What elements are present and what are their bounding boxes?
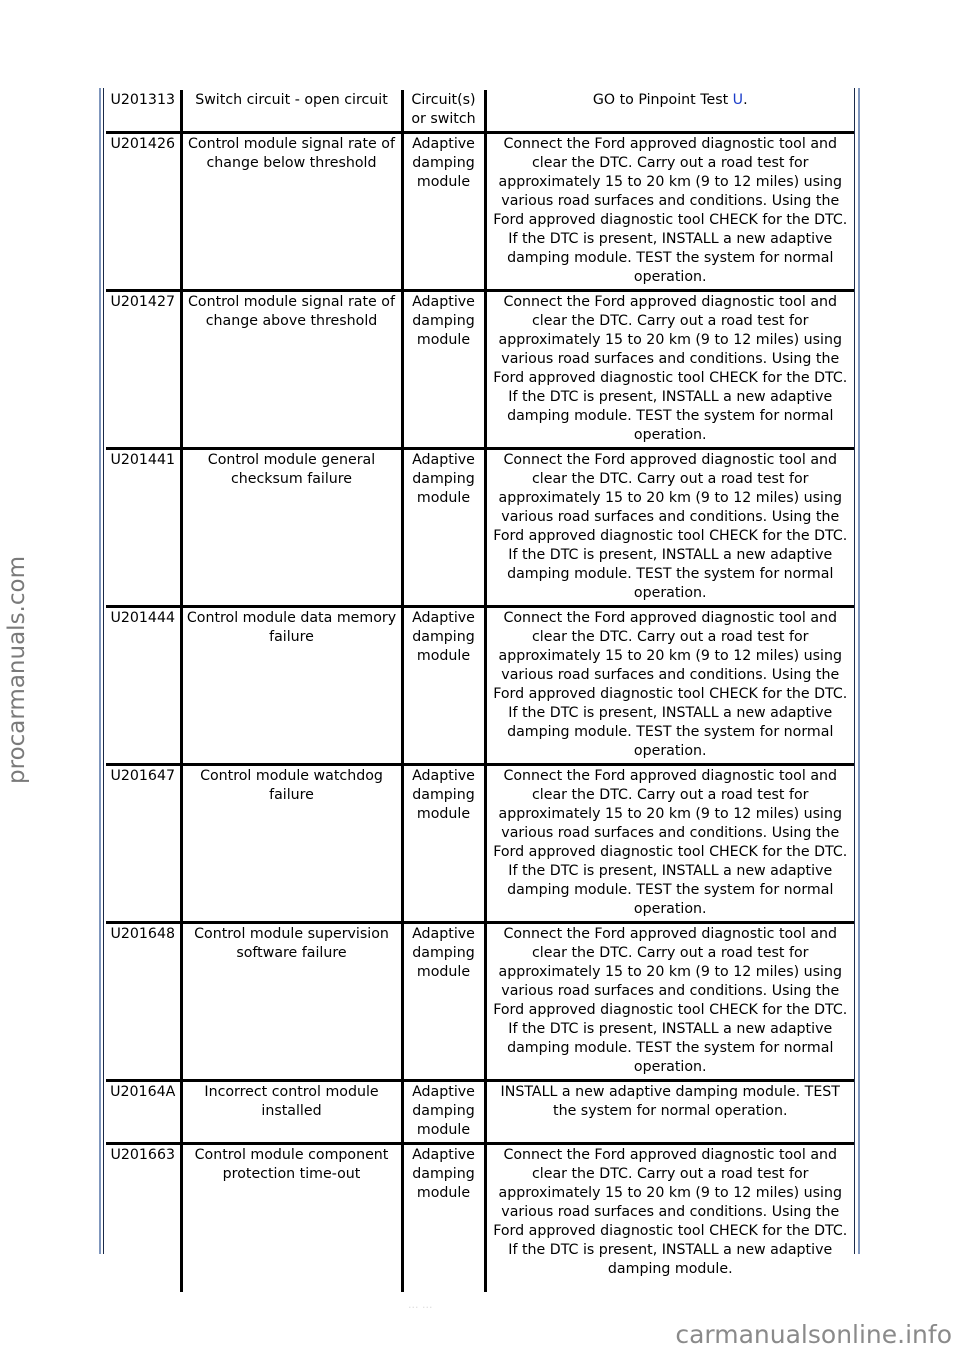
dtc-component: Circuit(s) or switch: [402, 90, 485, 133]
page-frame-left-inner: [103, 88, 104, 1254]
dtc-action-suffix: .: [743, 92, 748, 108]
dtc-component: Adaptive damping module: [402, 607, 485, 765]
dtc-description: Control module signal rate of change below threshold: [181, 133, 402, 291]
dtc-code: U201444: [106, 607, 181, 765]
dtc-description: Control module supervision software failure: [181, 923, 402, 1081]
dtc-action: Connect the Ford approved diagnostic tool and clear the DTC. Carry out a road test for approximately 15 to 20 km (9 to 12 miles) using various road surfaces and conditions. Using the Ford approved diagnostic tool CHECK for the DTC. If the DTC is present, INSTALL a new adaptive damping module. TEST the system for normal operation.: [485, 133, 854, 291]
dtc-action: Connect the Ford approved diagnostic tool and clear the DTC. Carry out a road test for approximately 15 to 20 km (9 to 12 miles) using various road surfaces and conditions. Using the Ford approved diagnostic tool CHECK for the DTC. If the DTC is present, INSTALL a new adaptive damping module. TEST the system for normal operation.: [485, 923, 854, 1081]
page-frame-left: [99, 88, 101, 1254]
table-row: [106, 607, 854, 765]
table-row: [106, 291, 854, 449]
table-row: [106, 133, 854, 291]
dtc-action: INSTALL a new adaptive damping module. TEST the system for normal operation.: [485, 1081, 854, 1144]
dtc-action: Connect the Ford approved diagnostic tool and clear the DTC. Carry out a road test for approximately 15 to 20 km (9 to 12 miles) using various road surfaces and conditions. Using the Ford approved diagnostic tool CHECK for the DTC. If the DTC is present, INSTALL a new adaptive damping module.: [485, 1144, 854, 1293]
dtc-component: Adaptive damping module: [402, 923, 485, 1081]
dtc-description: Incorrect control module installed: [181, 1081, 402, 1144]
dtc-description: Control module watchdog failure: [181, 765, 402, 923]
table-row: [106, 449, 854, 607]
side-watermark: [2, 460, 32, 880]
table-row: [106, 1144, 854, 1293]
dtc-action-text: GO to Pinpoint Test: [592, 92, 733, 108]
table-row: [106, 1081, 854, 1144]
table-row: [106, 765, 854, 923]
dtc-action: Connect the Ford approved diagnostic tool and clear the DTC. Carry out a road test for approximately 15 to 20 km (9 to 12 miles) using various road surfaces and conditions. Using the Ford approved diagnostic tool CHECK for the DTC. If the DTC is present, INSTALL a new adaptive damping module. TEST the system for normal operation.: [485, 449, 854, 607]
dtc-code: U201441: [106, 449, 181, 607]
dtc-code: U201426: [106, 133, 181, 291]
dtc-description: Control module general checksum failure: [181, 449, 402, 607]
dtc-component: Adaptive damping module: [402, 1081, 485, 1144]
bottom-watermark: carmanualsonline.info: [675, 1320, 952, 1349]
dtc-description: Control module signal rate of change above threshold: [181, 291, 402, 449]
page-frame-right-inner: [854, 88, 855, 1254]
dtc-component: Adaptive damping module: [402, 133, 485, 291]
page-frame-right: [858, 88, 860, 1254]
dtc-action: [485, 90, 854, 133]
dtc-code: U201427: [106, 291, 181, 449]
page-footer: ··· ···: [408, 1301, 433, 1314]
dtc-code: U20164A: [106, 1081, 181, 1144]
table-row: [106, 923, 854, 1081]
dtc-code: U201663: [110, 1147, 176, 1163]
pinpoint-test-link[interactable]: U: [732, 92, 744, 108]
dtc-action: Connect the Ford approved diagnostic tool and clear the DTC. Carry out a road test for approximately 15 to 20 km (9 to 12 miles) using various road surfaces and conditions. Using the Ford approved diagnostic tool CHECK for the DTC. If the DTC is present, INSTALL a new adaptive damping module. TEST the system for normal operation.: [485, 765, 854, 923]
dtc-component: Adaptive damping module: [402, 291, 485, 449]
dtc-action: Connect the Ford approved diagnostic tool and clear the DTC. Carry out a road test for approximately 15 to 20 km (9 to 12 miles) using various road surfaces and conditions. Using the Ford approved diagnostic tool CHECK for the DTC. If the DTC is present, INSTALL a new adaptive damping module. TEST the system for normal operation.: [485, 607, 854, 765]
dtc-component: Adaptive damping module: [402, 765, 485, 923]
dtc-description: Switch circuit - open circuit: [181, 90, 402, 133]
dtc-component: Adaptive damping module: [402, 449, 485, 607]
dtc-table: [106, 90, 854, 1292]
dtc-code: U201648: [106, 923, 181, 1081]
dtc-action: Connect the Ford approved diagnostic tool and clear the DTC. Carry out a road test for approximately 15 to 20 km (9 to 12 miles) using various road surfaces and conditions. Using the Ford approved diagnostic tool CHECK for the DTC. If the DTC is present, INSTALL a new adaptive damping module. TEST the system for normal operation.: [485, 291, 854, 449]
dtc-description: Control module component protection time-out: [181, 1144, 402, 1293]
table-row: [106, 90, 854, 133]
dtc-code: U201647: [106, 765, 181, 923]
dtc-component: Adaptive damping module: [402, 1144, 485, 1293]
side-watermark-text: procarmanuals.com: [4, 556, 30, 784]
dtc-description: Control module data memory failure: [181, 607, 402, 765]
dtc-code: U201313: [106, 90, 181, 133]
